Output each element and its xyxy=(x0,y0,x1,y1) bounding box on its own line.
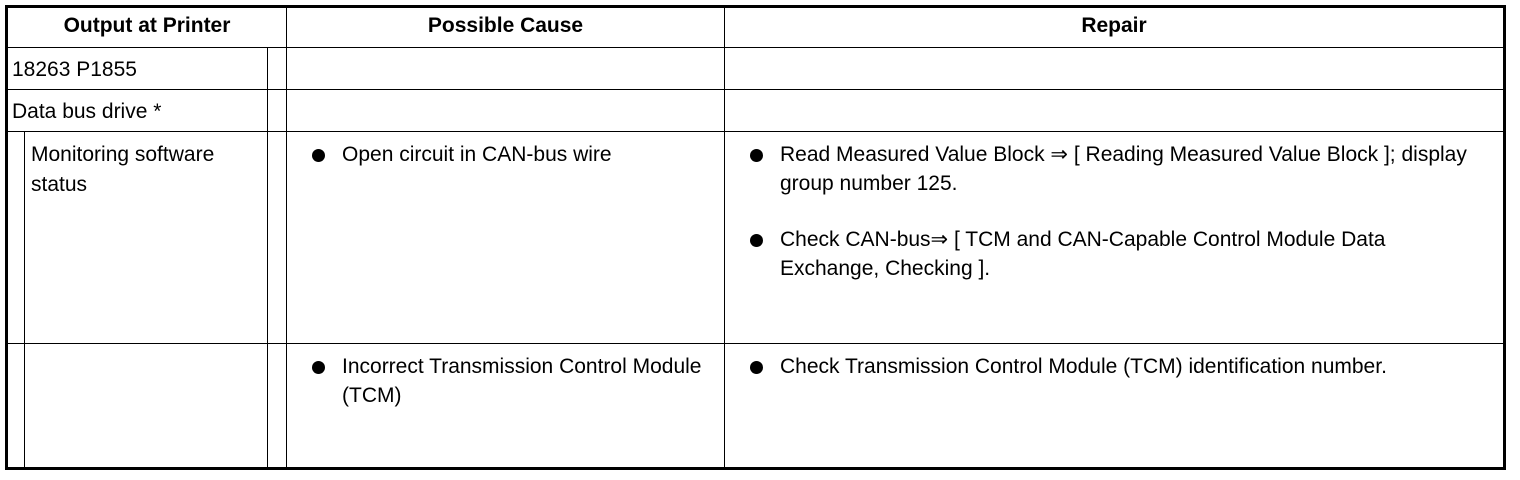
row-separator-2 xyxy=(8,131,1503,132)
cause-incorrect-tcm: Incorrect Transmission Control Module (TCM) xyxy=(342,355,702,407)
inner-divider-left xyxy=(24,132,25,467)
column-divider-cause xyxy=(724,8,725,467)
output-monitoring-cell: Monitoring software status xyxy=(31,143,215,196)
header-separator xyxy=(8,47,1503,48)
bullet-icon xyxy=(750,234,763,247)
bullet-icon xyxy=(750,361,763,374)
bullet-icon xyxy=(750,149,763,162)
column-divider-output xyxy=(286,8,287,467)
bullet-icon xyxy=(312,149,325,162)
header-repair: Repair xyxy=(1081,14,1147,37)
row-separator-1 xyxy=(8,89,1503,90)
cause-open-circuit: Open circuit in CAN-bus wire xyxy=(342,143,612,166)
bullet-icon xyxy=(312,361,325,374)
inner-divider-right xyxy=(267,48,268,467)
header-output-at-printer: Output at Printer xyxy=(63,14,231,37)
row-separator-3 xyxy=(8,343,1503,344)
output-subject-cell: Data bus drive * xyxy=(12,100,162,123)
repair-check-tcm-id: Check Transmission Control Module (TCM) identification number. xyxy=(780,355,1387,378)
repair-check-can-bus: Check CAN-bus⇒ [ TCM and CAN-Capable Control Module Data Exchange, Checking ]. xyxy=(780,228,1386,280)
output-code-cell: 18263 P1855 xyxy=(12,58,137,81)
header-possible-cause: Possible Cause xyxy=(427,14,584,37)
repair-read-measured-value: Read Measured Value Block ⇒ [ Reading Measured Value Block ]; display group number 125. xyxy=(780,143,1467,195)
